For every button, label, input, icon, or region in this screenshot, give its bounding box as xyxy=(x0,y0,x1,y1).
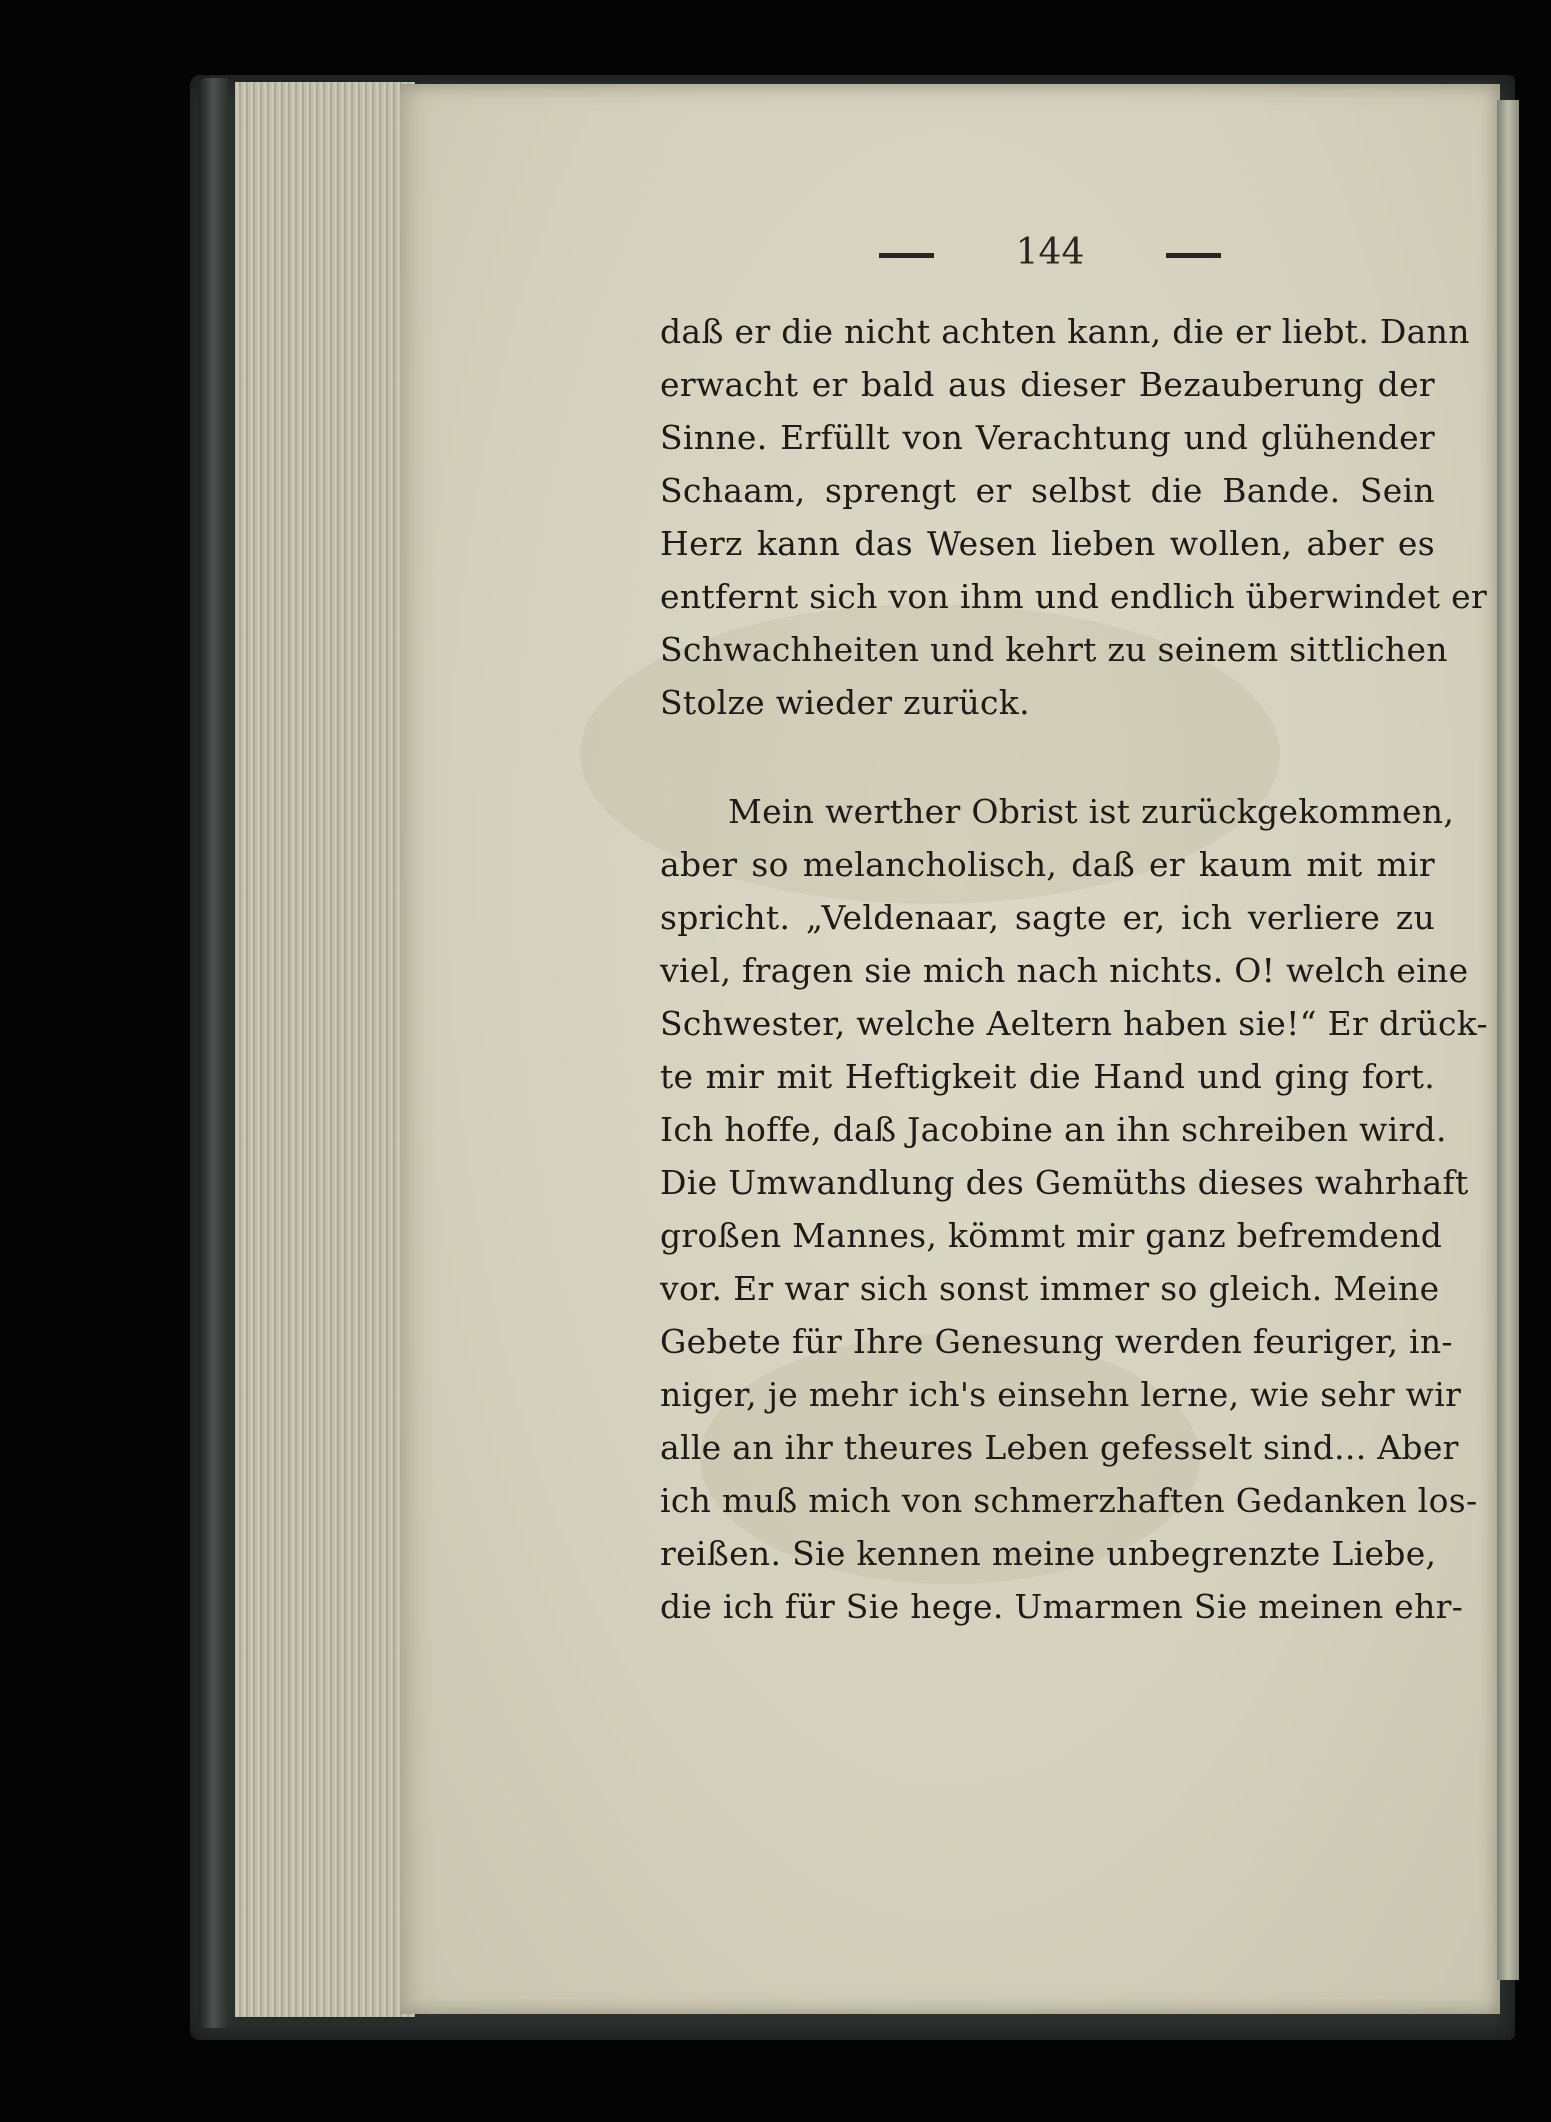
text-line: großen Mannes, kömmt mir ganz befremdend xyxy=(660,1216,1443,1255)
text-line: Die Umwandlung des Gemüths dieses wahrhaft xyxy=(660,1163,1469,1202)
text-line: daß er die nicht achten kann, die er liebt. Dann xyxy=(660,312,1470,351)
text-line: viel, fragen sie mich nach nichts. O! welch eine xyxy=(660,951,1469,990)
page-header xyxy=(860,232,1240,272)
page-stack xyxy=(235,82,415,2017)
text-line: niger, je mehr ich's einsehn lerne, wie sehr wir xyxy=(660,1375,1462,1414)
text-line: vor. Er war sich sonst immer so gleich. Meine xyxy=(660,1269,1440,1308)
text-line: Sinne. Erfüllt von Verachtung und glühender xyxy=(660,418,1435,457)
text-line: Ich hoffe, daß Jacobine an ihn schreiben wird. xyxy=(660,1110,1447,1149)
text-line: Herz kann das Wesen lieben wollen, aber es xyxy=(660,524,1435,563)
text-line: alle an ihr theures Leben gefesselt sind... Aber xyxy=(660,1428,1459,1467)
text-line: Schaam, sprengt er selbst die Bande. Sein xyxy=(660,471,1435,510)
text-line: Mein werther Obrist ist zurückgekommen, xyxy=(728,792,1455,831)
text-line: Stolze wieder zurück. xyxy=(660,683,1030,722)
text-line: reißen. Sie kennen meine unbegrenzte Liebe, xyxy=(660,1534,1437,1573)
header-dash-left xyxy=(879,253,934,258)
text-line: Schwester, welche Aeltern haben sie!“ Er drück- xyxy=(660,1004,1488,1043)
text-line: ich muß mich von schmerzhaften Gedanken los- xyxy=(660,1481,1478,1520)
book-spine xyxy=(198,78,228,2028)
text-line: Schwachheiten und kehrt zu seinem sittlichen xyxy=(660,630,1448,669)
text-line: te mir mit Heftigkeit die Hand und ging fort. xyxy=(660,1057,1435,1096)
next-page-edge xyxy=(1497,100,1519,1980)
header-dash-right xyxy=(1166,253,1221,258)
text-line: aber so melancholisch, daß er kaum mit mir xyxy=(660,845,1435,884)
text-line: spricht. „Veldenaar, sagte er, ich verliere zu xyxy=(660,898,1435,937)
text-line: entfernt sich von ihm und endlich überwindet er xyxy=(660,577,1488,616)
page-number: 144 xyxy=(1015,232,1085,273)
text-line: erwacht er bald aus dieser Bezauberung der xyxy=(660,365,1435,404)
paragraph-1 xyxy=(660,305,1488,729)
paragraph-2 xyxy=(660,785,1488,1633)
text-line: die ich für Sie hege. Umarmen Sie meinen ehr- xyxy=(660,1587,1464,1626)
text-line: Gebete für Ihre Genesung werden feuriger, in- xyxy=(660,1322,1453,1361)
